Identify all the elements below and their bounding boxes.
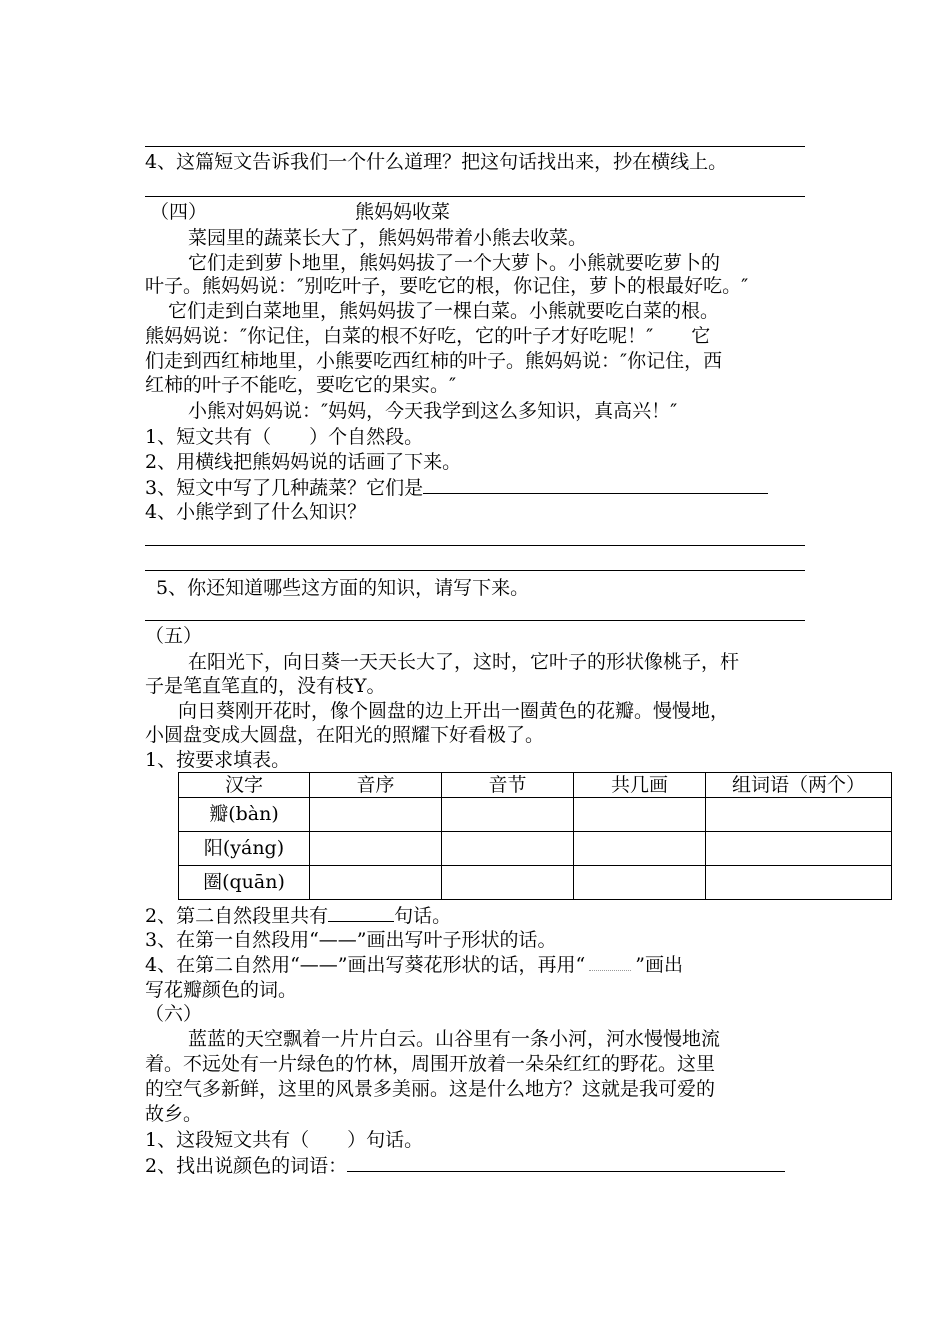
answer-blank[interactable]: [328, 903, 394, 922]
question: 1、这段短文共有（ ）句话。: [145, 1129, 424, 1151]
answer-blank[interactable]: [423, 475, 768, 494]
character-cell: 阳(yáng): [179, 832, 310, 866]
answer-line: [145, 146, 805, 147]
question-text: 2、第二自然段里共有: [145, 905, 329, 927]
answer-cell[interactable]: [310, 798, 442, 832]
answer-line: [145, 545, 805, 546]
question: 1、短文共有（ ）个自然段。: [145, 426, 424, 448]
question: 4、小熊学到了什么知识？: [145, 501, 367, 523]
passage-line: 子是笔直笔直的，没有枝Y。: [145, 675, 386, 697]
passage-line: 向日葵刚开花时，像个圆盘的边上开出一圈黄色的花瓣。慢慢地，: [178, 700, 730, 722]
question: 4、这篇短文告诉我们一个什么道理？把这句话找出来，抄在横线上。: [145, 151, 728, 173]
answer-cell[interactable]: [442, 798, 574, 832]
passage-line: 它们走到萝卜地里，熊妈妈拔了一个大萝卜。小熊就要吃萝卜的: [188, 252, 721, 274]
answer-cell[interactable]: [574, 866, 706, 900]
question-text: ”画出: [635, 954, 683, 976]
answer-blank[interactable]: [347, 1153, 785, 1172]
column-header: 汉字: [179, 773, 310, 798]
wavy-underline-mark: [589, 962, 631, 971]
question-with-mark: [145, 953, 683, 977]
table-header-row: [179, 773, 892, 798]
answer-cell[interactable]: [310, 832, 442, 866]
question-text: 2、找出说颜色的词语：: [145, 1155, 348, 1177]
passage-line: 们走到西红柿地里，小熊要吃西红柿的叶子。熊妈妈说：″你记住，西: [145, 350, 723, 372]
passage-line: 故乡。: [145, 1103, 203, 1125]
column-header: 共几画: [574, 773, 706, 798]
question-text: 句话。: [394, 905, 452, 927]
section-label: （五）: [145, 625, 203, 647]
answer-cell[interactable]: [574, 798, 706, 832]
question-with-blank: [145, 903, 451, 928]
column-header: 音序: [310, 773, 442, 798]
column-header: 组词语（两个）: [706, 773, 892, 798]
answer-cell[interactable]: [706, 798, 892, 832]
question-text: 4、在第二自然用“——”画出写葵花形状的话，再用“: [145, 954, 586, 976]
answer-line: [145, 570, 805, 571]
section-label: （六）: [145, 1003, 203, 1025]
passage-title: 熊妈妈收菜: [355, 201, 451, 223]
question: 写花瓣颜色的词。: [145, 979, 298, 1001]
passage-line: 它们走到白菜地里，熊妈妈拔了一棵白菜。小熊就要吃白菜的根。: [168, 300, 720, 322]
passage-line: 熊妈妈说：″你记住，白菜的根不好吃，它的叶子才好吃呢！″ 它: [145, 325, 711, 347]
answer-line: [145, 196, 805, 197]
fill-in-table: [178, 772, 892, 900]
question-text: 3、短文中写了几种蔬菜？它们是: [145, 477, 424, 499]
passage-line: 小熊对妈妈说：″妈妈，今天我学到这么多知识，真高兴！″: [188, 400, 678, 422]
passage-line: 菜园里的蔬菜长大了，熊妈妈带着小熊去收菜。: [188, 227, 588, 249]
question: 1、按要求填表。: [145, 749, 291, 771]
answer-cell[interactable]: [574, 832, 706, 866]
question: 5、你还知道哪些这方面的知识，请写下来。: [156, 577, 530, 599]
column-header: 音节: [442, 773, 574, 798]
passage-line: 小圆盘变成大圆盘，在阳光的照耀下好看极了。: [145, 724, 545, 746]
character-cell: 圈(quān): [179, 866, 310, 900]
section-label: （四）: [150, 201, 208, 223]
answer-cell[interactable]: [442, 832, 574, 866]
table-row: [179, 832, 892, 866]
table-row: [179, 798, 892, 832]
question: 2、用横线把熊妈妈说的话画了下来。: [145, 451, 462, 473]
question-with-blank: [145, 1153, 785, 1178]
passage-line: 着。不远处有一片绿色的竹林，周围开放着一朵朵红红的野花。这里: [145, 1053, 716, 1075]
answer-cell[interactable]: [706, 866, 892, 900]
passage-line: 在阳光下，向日葵一天天长大了，这时，它叶子的形状像桃子，杆: [188, 651, 740, 673]
question: 3、在第一自然段用“——”画出写叶子形状的话。: [145, 929, 557, 951]
table-row: [179, 866, 892, 900]
answer-cell[interactable]: [706, 832, 892, 866]
question-with-blank: [145, 475, 768, 500]
passage-line: 叶子。熊妈妈说：″别吃叶子，要吃它的根，你记住，萝卜的根最好吃。″: [145, 275, 749, 297]
answer-line: [145, 620, 805, 621]
passage-line: 红柿的叶子不能吃，要吃它的果实。″: [145, 374, 457, 396]
passage-line: 的空气多新鲜，这里的风景多美丽。这是什么地方？这就是我可爱的: [145, 1078, 716, 1100]
character-cell: 瓣(bàn): [179, 798, 310, 832]
answer-cell[interactable]: [310, 866, 442, 900]
passage-line: 蓝蓝的天空飘着一片片白云。山谷里有一条小河，河水慢慢地流: [188, 1028, 721, 1050]
answer-cell[interactable]: [442, 866, 574, 900]
